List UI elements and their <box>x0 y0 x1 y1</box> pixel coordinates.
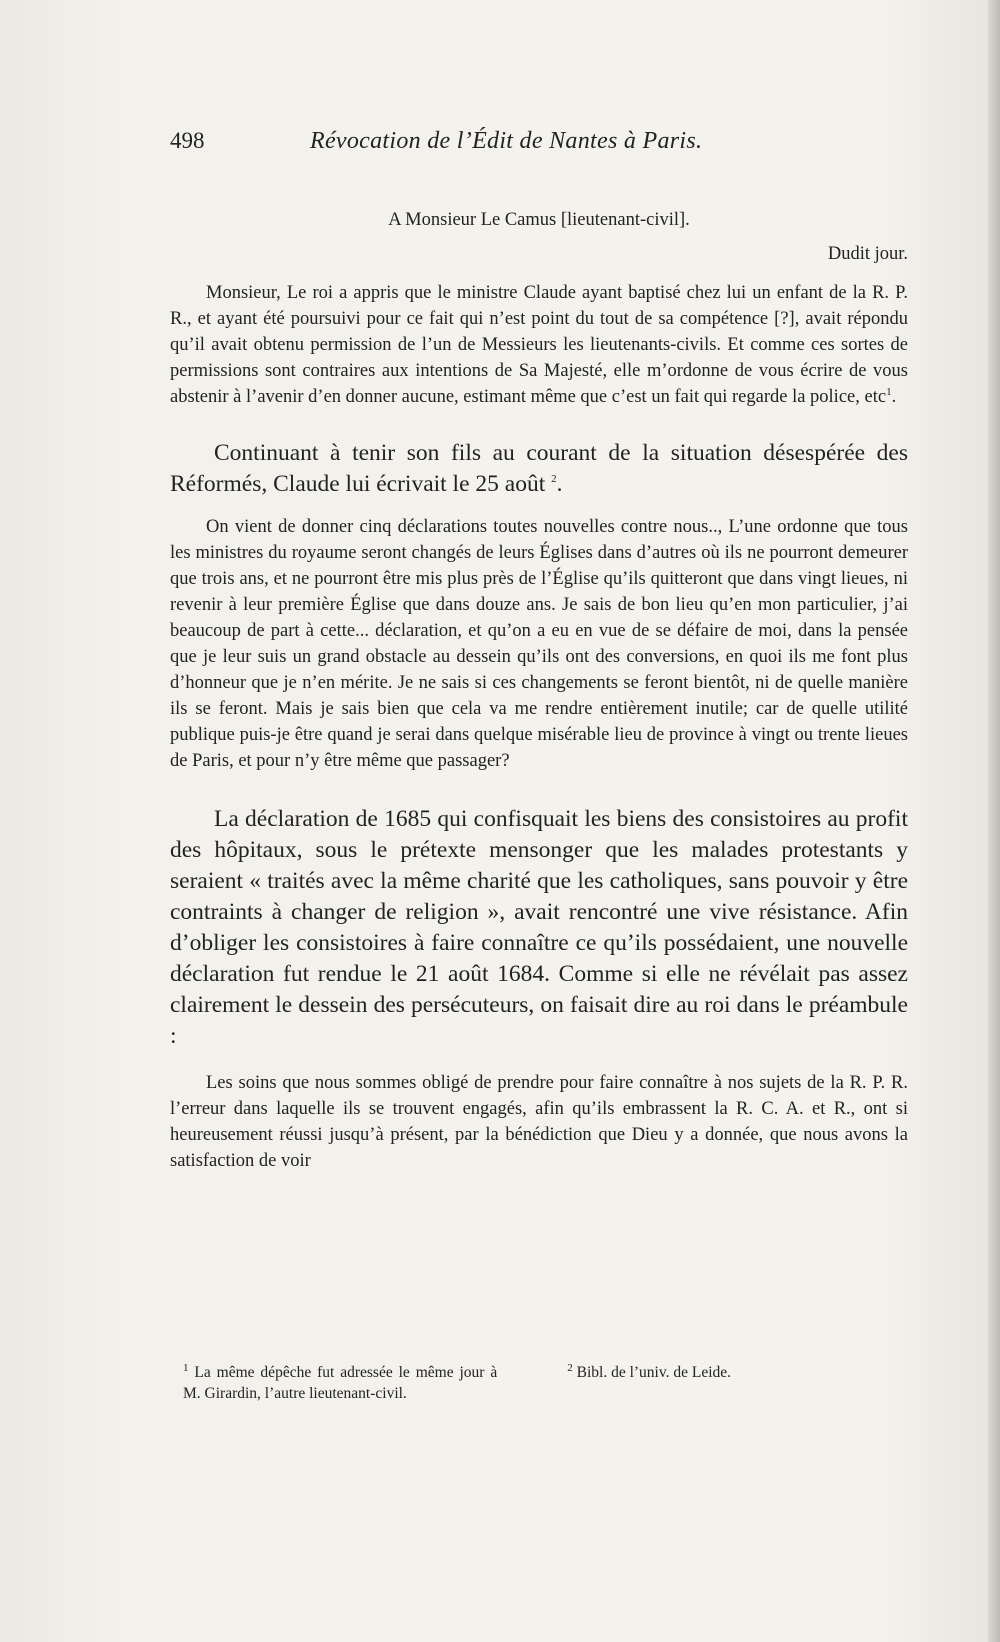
paragraph-declaration <box>170 804 908 1052</box>
footnote-2 <box>517 1362 863 1404</box>
footnote-text: Bibl. de l’univ. de Leide. <box>576 1364 732 1381</box>
letter-text: Monsieur, Le roi a appris que le ministre Claude ayant baptisé chez lui un enfant de la R. P. R., et ayant été poursuivi pour ce fait qui n’est point du tout de sa compétence [?], avait répondu qu’il avait obtenu permission de l’un de Messieurs les lieutenants-civils. Et comme ces sortes de permissions sont contraires aux intentions de Sa Majesté, elle m’ordonne de vous écrire de vous abstenir à l’avenir d’en donner aucune, estimant même que c’est un fait qui regarde la police, etc <box>170 283 908 407</box>
letter-body: Monsieur, Le roi a appris que le ministre Claude ayant baptisé chez lui un enfant de la R. P. R., et ayant été poursuivi pour ce fait qui n’est point du tout de sa compétence [?], avait répondu qu’il avait obtenu permission de l’un de Messieurs les lieutenants-civils. Et comme ces sortes de permissions sont contraires aux intentions de Sa Majesté, elle m’ordonne de vous écrire de vous abstenir à l’avenir d’en donner aucune, estimant même que c’est un fait qui regarde la police, etc$^1$. <box>170 283 908 407</box>
quote-text: On vient de donner cinq déclarations toutes nouvelles contre nous.., L’une ordonne que tous les ministres du royaume seront changés de leurs Églises dans d’autres où ils ne pourront demeurer que trois ans, et ne pourront être mis plus près de l’Église qu’ils quitteront que dans vingt lieues, ni revenir à leur première Église que dans douze ans. Je sais de bon lieu qu’en mon particulier, j’ai beaucoup de part à cette... déclaration, et qu’on a eu en vue de se défaire de moi, dans la pensée que je leur suis un grand obstacle au dessein qu’ils ont des conversions, en quoi ils me font plus d’honneur que je n’en mérite. Je ne sais si ces changements se feront bientôt, ni de quelle manière ils se feront. Mais je sais bien que cela va me rendre entièrement inutile; car de quelle utilité publique puis-je être quand je serai dans quelque misérable lieu de province à vingt ou trente lieues de Paris, et pour n’y être même que passager? <box>170 517 908 771</box>
page-edge <box>988 0 1000 1642</box>
running-title: Révocation de l’Édit de Nantes à Paris. <box>310 128 703 154</box>
footnotes <box>183 1362 863 1404</box>
footnote-mark: 1 <box>183 1361 189 1374</box>
page-number: 498 <box>170 128 205 153</box>
letter-dateline: Dudit jour. <box>827 244 908 264</box>
paragraph-text: Continuant à tenir son fils au courant de la situation désespérée des Réformés, Claude lui écrivait le 25 août <box>170 440 908 497</box>
page-content <box>170 128 908 1174</box>
running-head <box>170 128 908 168</box>
quote-preambule <box>170 1070 908 1174</box>
quote-text: Les soins que nous sommes obligé de prendre pour faire connaître à nos sujets de la R. P. R. l’erreur dans laquelle ils se trouvent engagés, afin qu’ils embrassent la R. C. A. et R., ont si heureusement réussi jusqu’à présent, par la bénédiction que Dieu y a donnée, que nous avons la satisfaction de voir <box>170 1073 908 1171</box>
letter-heading: A Monsieur Le Camus [lieutenant-civil]. <box>388 210 690 230</box>
footnote-1 <box>183 1362 517 1404</box>
quote-claude-letter <box>170 514 908 774</box>
paragraph-continuant <box>170 438 908 500</box>
footnote-mark: 2 <box>567 1361 573 1374</box>
footnote-text: La même dépêche fut adressée le même jour à M. Girardin, l’autre lieutenant-civil. <box>183 1364 498 1402</box>
footnote-ref-1: 1 <box>886 385 892 398</box>
paragraph-text: La déclaration de 1685 qui confisquait les biens des consistoires au profit des hôpitaux, sous le prétexte mensonger que les malades protestants y seraient « traités avec la même charité que les catholiques, sans pouvoir y être contraints à changer de religion », avait rencontré une vive résistance. Afin d’obliger les consistoires à faire connaître ce qu’ils possédaient, une nouvelle déclaration fut rendue le 21 août 1684. Comme si elle ne révélait pas assez clairement le dessein des persécuteurs, on faisait dire au roi dans le préambule : <box>170 806 908 1049</box>
paragraph-end: . <box>556 471 563 497</box>
footnote-ref-2: 2 <box>551 473 557 486</box>
